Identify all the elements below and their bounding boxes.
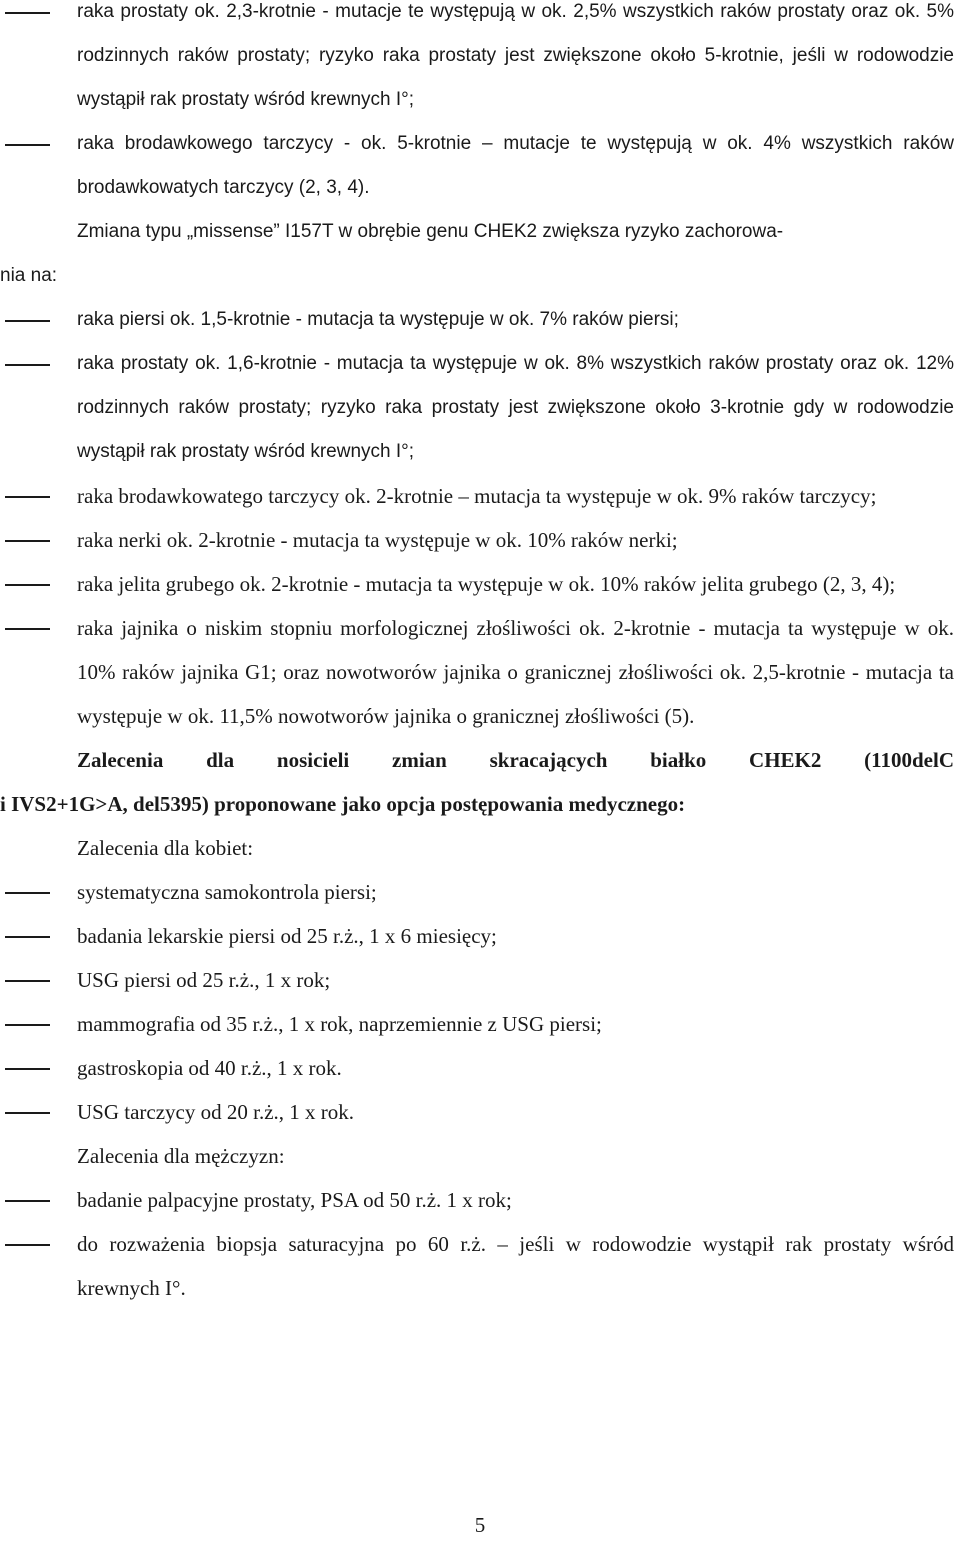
- list-item: badania lekarskie piersi od 25 r.ż., 1 x 6 miesięcy;: [0, 914, 960, 958]
- paragraph-line: Zmiana typu „missense” I157T w obrębie genu CHEK2 zwiększa ryzyko zachorowa-: [77, 221, 784, 242]
- list-item: raka prostaty ok. 2,3-krotnie - mutacje te występują w ok. 2,5% wszystkich raków prostaty oraz ok. 5% rodzinnych raków prostaty; ryzyko raka prostaty jest zwiększone około 5-krotnie, jeśli w rodowodzie wystąpił rak prostaty wśród krewnych I°;: [0, 0, 960, 122]
- list-item: raka jajnika o niskim stopniu morfologicznej złośliwości ok. 2-krotnie - mutacja ta występuje w ok. 10% raków jajnika G1; oraz nowotworów jajnika o granicznej złośliwości ok. 2,5-krotnie - mutacja ta występuje w ok. 11,5% nowotworów jajnika o granicznej złośliwości (5).: [0, 606, 960, 738]
- list-item: raka brodawkowego tarczycy - ok. 5-krotnie – mutacje te występują w ok. 4% wszystkich raków brodawkowatych tarczycy (2, 3, 4).: [0, 122, 960, 210]
- list-item: do rozważenia biopsja saturacyjna po 60 r.ż. – jeśli w rodowodzie wystąpił rak prostaty wśród krewnych I°.: [0, 1222, 960, 1310]
- list-item: raka piersi ok. 1,5-krotnie - mutacja ta występuje w ok. 7% raków piersi;: [0, 298, 960, 342]
- list-item: raka jelita grubego ok. 2-krotnie - mutacja ta występuje w ok. 10% raków jelita grubego (2, 3, 4);: [0, 562, 960, 606]
- list-item: raka nerki ok. 2-krotnie - mutacja ta występuje w ok. 10% raków nerki;: [0, 518, 960, 562]
- list-item: gastroskopia od 40 r.ż., 1 x rok.: [0, 1046, 960, 1090]
- list-item: USG tarczycy od 20 r.ż., 1 x rok.: [0, 1090, 960, 1134]
- list-item: raka brodawkowatego tarczycy ok. 2-krotnie – mutacja ta występuje w ok. 9% raków tarczycy;: [0, 474, 960, 518]
- heading-line: i IVS2+1G>A, del5395) proponowane jako opcja postępowania medycznego:: [0, 792, 686, 816]
- men-subheading: Zalecenia dla mężczyzn:: [77, 1144, 285, 1168]
- page-number: 5: [474, 1513, 486, 1537]
- list-item: raka prostaty ok. 1,6-krotnie - mutacja ta występuje w ok. 8% wszystkich raków prostaty oraz ok. 12% rodzinnych raków prostaty; ryzyko raka prostaty jest zwiększone około 3-krotnie gdy w rodowodzie wystąpił rak prostaty wśród krewnych I°;: [0, 342, 960, 474]
- heading-line: Zalecenia dla nosicieli zmian skracających białko CHEK2 (1100delC: [77, 748, 954, 772]
- women-subheading: Zalecenia dla kobiet:: [77, 836, 254, 860]
- list-item: mammografia od 35 r.ż., 1 x rok, naprzemiennie z USG piersi;: [0, 1002, 960, 1046]
- list-item: badanie palpacyjne prostaty, PSA od 50 r.ż. 1 x rok;: [0, 1178, 960, 1222]
- paragraph-missense: [0, 210, 960, 298]
- list-item: systematyczna samokontrola piersi;: [0, 870, 960, 914]
- recommendations-heading: [0, 738, 960, 826]
- paragraph-line: nia na:: [0, 265, 58, 286]
- list-item: USG piersi od 25 r.ż., 1 x rok;: [0, 958, 960, 1002]
